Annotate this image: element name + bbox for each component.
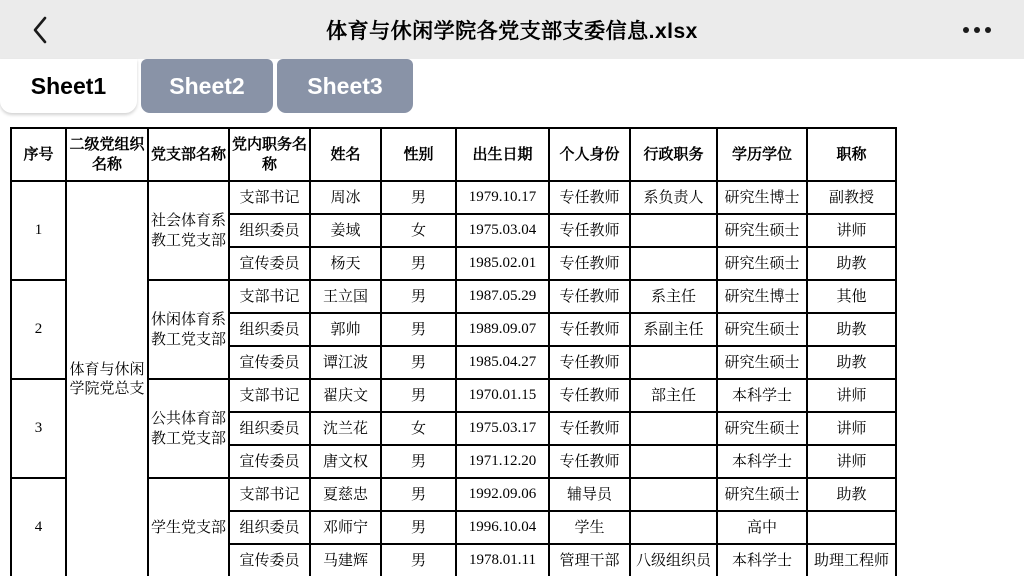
role-cell[interactable]: 组织委员 [229, 214, 310, 247]
birth-cell[interactable]: 1978.01.11 [456, 544, 549, 576]
name-cell[interactable]: 谭江波 [310, 346, 381, 379]
degree-cell[interactable]: 研究生博士 [717, 280, 807, 313]
birth-cell[interactable]: 1985.04.27 [456, 346, 549, 379]
gender-cell[interactable]: 女 [381, 214, 456, 247]
header-cell[interactable]: 二级党组织名称 [66, 128, 148, 181]
title-cell[interactable]: 助教 [807, 478, 896, 511]
birth-cell[interactable]: 1979.10.17 [456, 181, 549, 214]
back-button[interactable] [18, 0, 62, 59]
branch-cell[interactable]: 休闲体育系教工党支部 [148, 280, 229, 379]
admin-cell[interactable] [630, 445, 717, 478]
admin-cell[interactable] [630, 346, 717, 379]
birth-cell[interactable]: 1989.09.07 [456, 313, 549, 346]
title-cell[interactable]: 其他 [807, 280, 896, 313]
ellipsis-icon [985, 27, 991, 33]
branch-cell[interactable]: 学生党支部 [148, 478, 229, 576]
role-cell[interactable]: 宣传委员 [229, 247, 310, 280]
title-cell[interactable]: 助教 [807, 313, 896, 346]
birth-cell[interactable]: 1971.12.20 [456, 445, 549, 478]
tab-sheet1[interactable]: Sheet1 [0, 59, 137, 113]
birth-cell[interactable]: 1987.05.29 [456, 280, 549, 313]
admin-cell[interactable] [630, 511, 717, 544]
title-cell[interactable]: 讲师 [807, 379, 896, 412]
header-cell[interactable]: 党支部名称 [148, 128, 229, 181]
role-cell[interactable]: 组织委员 [229, 412, 310, 445]
org-cell[interactable]: 体育与休闲学院党总支 [66, 181, 148, 576]
ellipsis-icon [974, 27, 980, 33]
title-cell[interactable]: 副教授 [807, 181, 896, 214]
title-cell[interactable]: 助教 [807, 346, 896, 379]
identity-cell[interactable]: 专任教师 [549, 379, 630, 412]
identity-cell[interactable]: 专任教师 [549, 247, 630, 280]
name-cell[interactable]: 沈兰花 [310, 412, 381, 445]
identity-cell[interactable]: 专任教师 [549, 280, 630, 313]
degree-cell[interactable]: 高中 [717, 511, 807, 544]
role-cell[interactable]: 宣传委员 [229, 544, 310, 576]
birth-cell[interactable]: 1985.02.01 [456, 247, 549, 280]
header-cell[interactable]: 性别 [381, 128, 456, 181]
gender-cell[interactable]: 男 [381, 346, 456, 379]
seq-cell[interactable]: 2 [11, 280, 66, 379]
role-cell[interactable]: 支部书记 [229, 280, 310, 313]
admin-cell[interactable]: 八级组织员 [630, 544, 717, 576]
name-cell[interactable]: 姜域 [310, 214, 381, 247]
admin-cell[interactable]: 系负责人 [630, 181, 717, 214]
name-cell[interactable]: 杨天 [310, 247, 381, 280]
role-cell[interactable]: 支部书记 [229, 379, 310, 412]
role-cell[interactable]: 宣传委员 [229, 346, 310, 379]
identity-cell[interactable]: 专任教师 [549, 412, 630, 445]
degree-cell[interactable]: 本科学士 [717, 445, 807, 478]
seq-cell[interactable]: 3 [11, 379, 66, 478]
more-menu-button[interactable] [952, 0, 1002, 59]
birth-cell[interactable]: 1975.03.17 [456, 412, 549, 445]
degree-cell[interactable]: 本科学士 [717, 379, 807, 412]
gender-cell[interactable]: 女 [381, 412, 456, 445]
seq-cell[interactable]: 1 [11, 181, 66, 280]
identity-cell[interactable]: 管理干部 [549, 544, 630, 576]
degree-cell[interactable]: 研究生博士 [717, 181, 807, 214]
branch-cell[interactable]: 社会体育系教工党支部 [148, 181, 229, 280]
header-cell[interactable]: 党内职务名称 [229, 128, 310, 181]
gender-cell[interactable]: 男 [381, 478, 456, 511]
role-cell[interactable]: 宣传委员 [229, 445, 310, 478]
title-cell[interactable]: 助理工程师 [807, 544, 896, 576]
title-cell[interactable] [807, 511, 896, 544]
admin-cell[interactable]: 系副主任 [630, 313, 717, 346]
seq-cell[interactable]: 4 [11, 478, 66, 576]
back-chevron-icon [31, 15, 49, 45]
identity-cell[interactable]: 专任教师 [549, 346, 630, 379]
identity-cell[interactable]: 专任教师 [549, 445, 630, 478]
degree-cell[interactable]: 研究生硕士 [717, 247, 807, 280]
header-cell[interactable]: 出生日期 [456, 128, 549, 181]
table-header-row [11, 128, 896, 181]
role-cell[interactable]: 组织委员 [229, 511, 310, 544]
identity-cell[interactable]: 辅导员 [549, 478, 630, 511]
gender-cell[interactable]: 男 [381, 511, 456, 544]
name-cell[interactable]: 王立国 [310, 280, 381, 313]
gender-cell[interactable]: 男 [381, 379, 456, 412]
title-cell[interactable]: 讲师 [807, 445, 896, 478]
topbar [0, 0, 1024, 59]
admin-cell[interactable]: 部主任 [630, 379, 717, 412]
degree-cell[interactable]: 本科学士 [717, 544, 807, 576]
birth-cell[interactable]: 1992.09.06 [456, 478, 549, 511]
gender-cell[interactable]: 男 [381, 544, 456, 576]
birth-cell[interactable]: 1975.03.04 [456, 214, 549, 247]
sheet-tabbar [0, 59, 1024, 113]
title-cell[interactable]: 讲师 [807, 214, 896, 247]
role-cell[interactable]: 组织委员 [229, 313, 310, 346]
role-cell[interactable]: 支部书记 [229, 181, 310, 214]
identity-cell[interactable]: 专任教师 [549, 214, 630, 247]
name-cell[interactable]: 马建辉 [310, 544, 381, 576]
admin-cell[interactable] [630, 247, 717, 280]
tab-sheet2[interactable]: Sheet2 [141, 59, 273, 113]
role-cell[interactable]: 支部书记 [229, 478, 310, 511]
admin-cell[interactable] [630, 478, 717, 511]
admin-cell[interactable] [630, 412, 717, 445]
header-cell[interactable]: 职称 [807, 128, 896, 181]
gender-cell[interactable]: 男 [381, 280, 456, 313]
birth-cell[interactable]: 1996.10.04 [456, 511, 549, 544]
degree-cell[interactable]: 研究生硕士 [717, 412, 807, 445]
tab-sheet3[interactable]: Sheet3 [277, 59, 413, 113]
branch-cell[interactable]: 公共体育部教工党支部 [148, 379, 229, 478]
spreadsheet-table [10, 127, 897, 576]
ellipsis-icon [963, 27, 969, 33]
identity-cell[interactable]: 专任教师 [549, 181, 630, 214]
header-cell[interactable]: 个人身份 [549, 128, 630, 181]
name-cell[interactable]: 周冰 [310, 181, 381, 214]
degree-cell[interactable]: 研究生硕士 [717, 313, 807, 346]
degree-cell[interactable]: 研究生硕士 [717, 346, 807, 379]
identity-cell[interactable]: 学生 [549, 511, 630, 544]
title-cell[interactable]: 助教 [807, 247, 896, 280]
header-cell[interactable]: 姓名 [310, 128, 381, 181]
header-cell[interactable]: 学历学位 [717, 128, 807, 181]
gender-cell[interactable]: 男 [381, 313, 456, 346]
identity-cell[interactable]: 专任教师 [549, 313, 630, 346]
header-cell[interactable]: 序号 [11, 128, 66, 181]
name-cell[interactable]: 夏慈忠 [310, 478, 381, 511]
gender-cell[interactable]: 男 [381, 247, 456, 280]
name-cell[interactable]: 邓师宁 [310, 511, 381, 544]
table-row [11, 181, 896, 214]
degree-cell[interactable]: 研究生硕士 [717, 214, 807, 247]
name-cell[interactable]: 翟庆文 [310, 379, 381, 412]
degree-cell[interactable]: 研究生硕士 [717, 478, 807, 511]
gender-cell[interactable]: 男 [381, 181, 456, 214]
name-cell[interactable]: 郭帅 [310, 313, 381, 346]
title-cell[interactable]: 讲师 [807, 412, 896, 445]
admin-cell[interactable]: 系主任 [630, 280, 717, 313]
admin-cell[interactable] [630, 214, 717, 247]
spreadsheet-area [10, 127, 897, 576]
file-title: 体育与休闲学院各党支部支委信息.xlsx [326, 19, 698, 43]
name-cell[interactable]: 唐文权 [310, 445, 381, 478]
birth-cell[interactable]: 1970.01.15 [456, 379, 549, 412]
gender-cell[interactable]: 男 [381, 445, 456, 478]
header-cell[interactable]: 行政职务 [630, 128, 717, 181]
